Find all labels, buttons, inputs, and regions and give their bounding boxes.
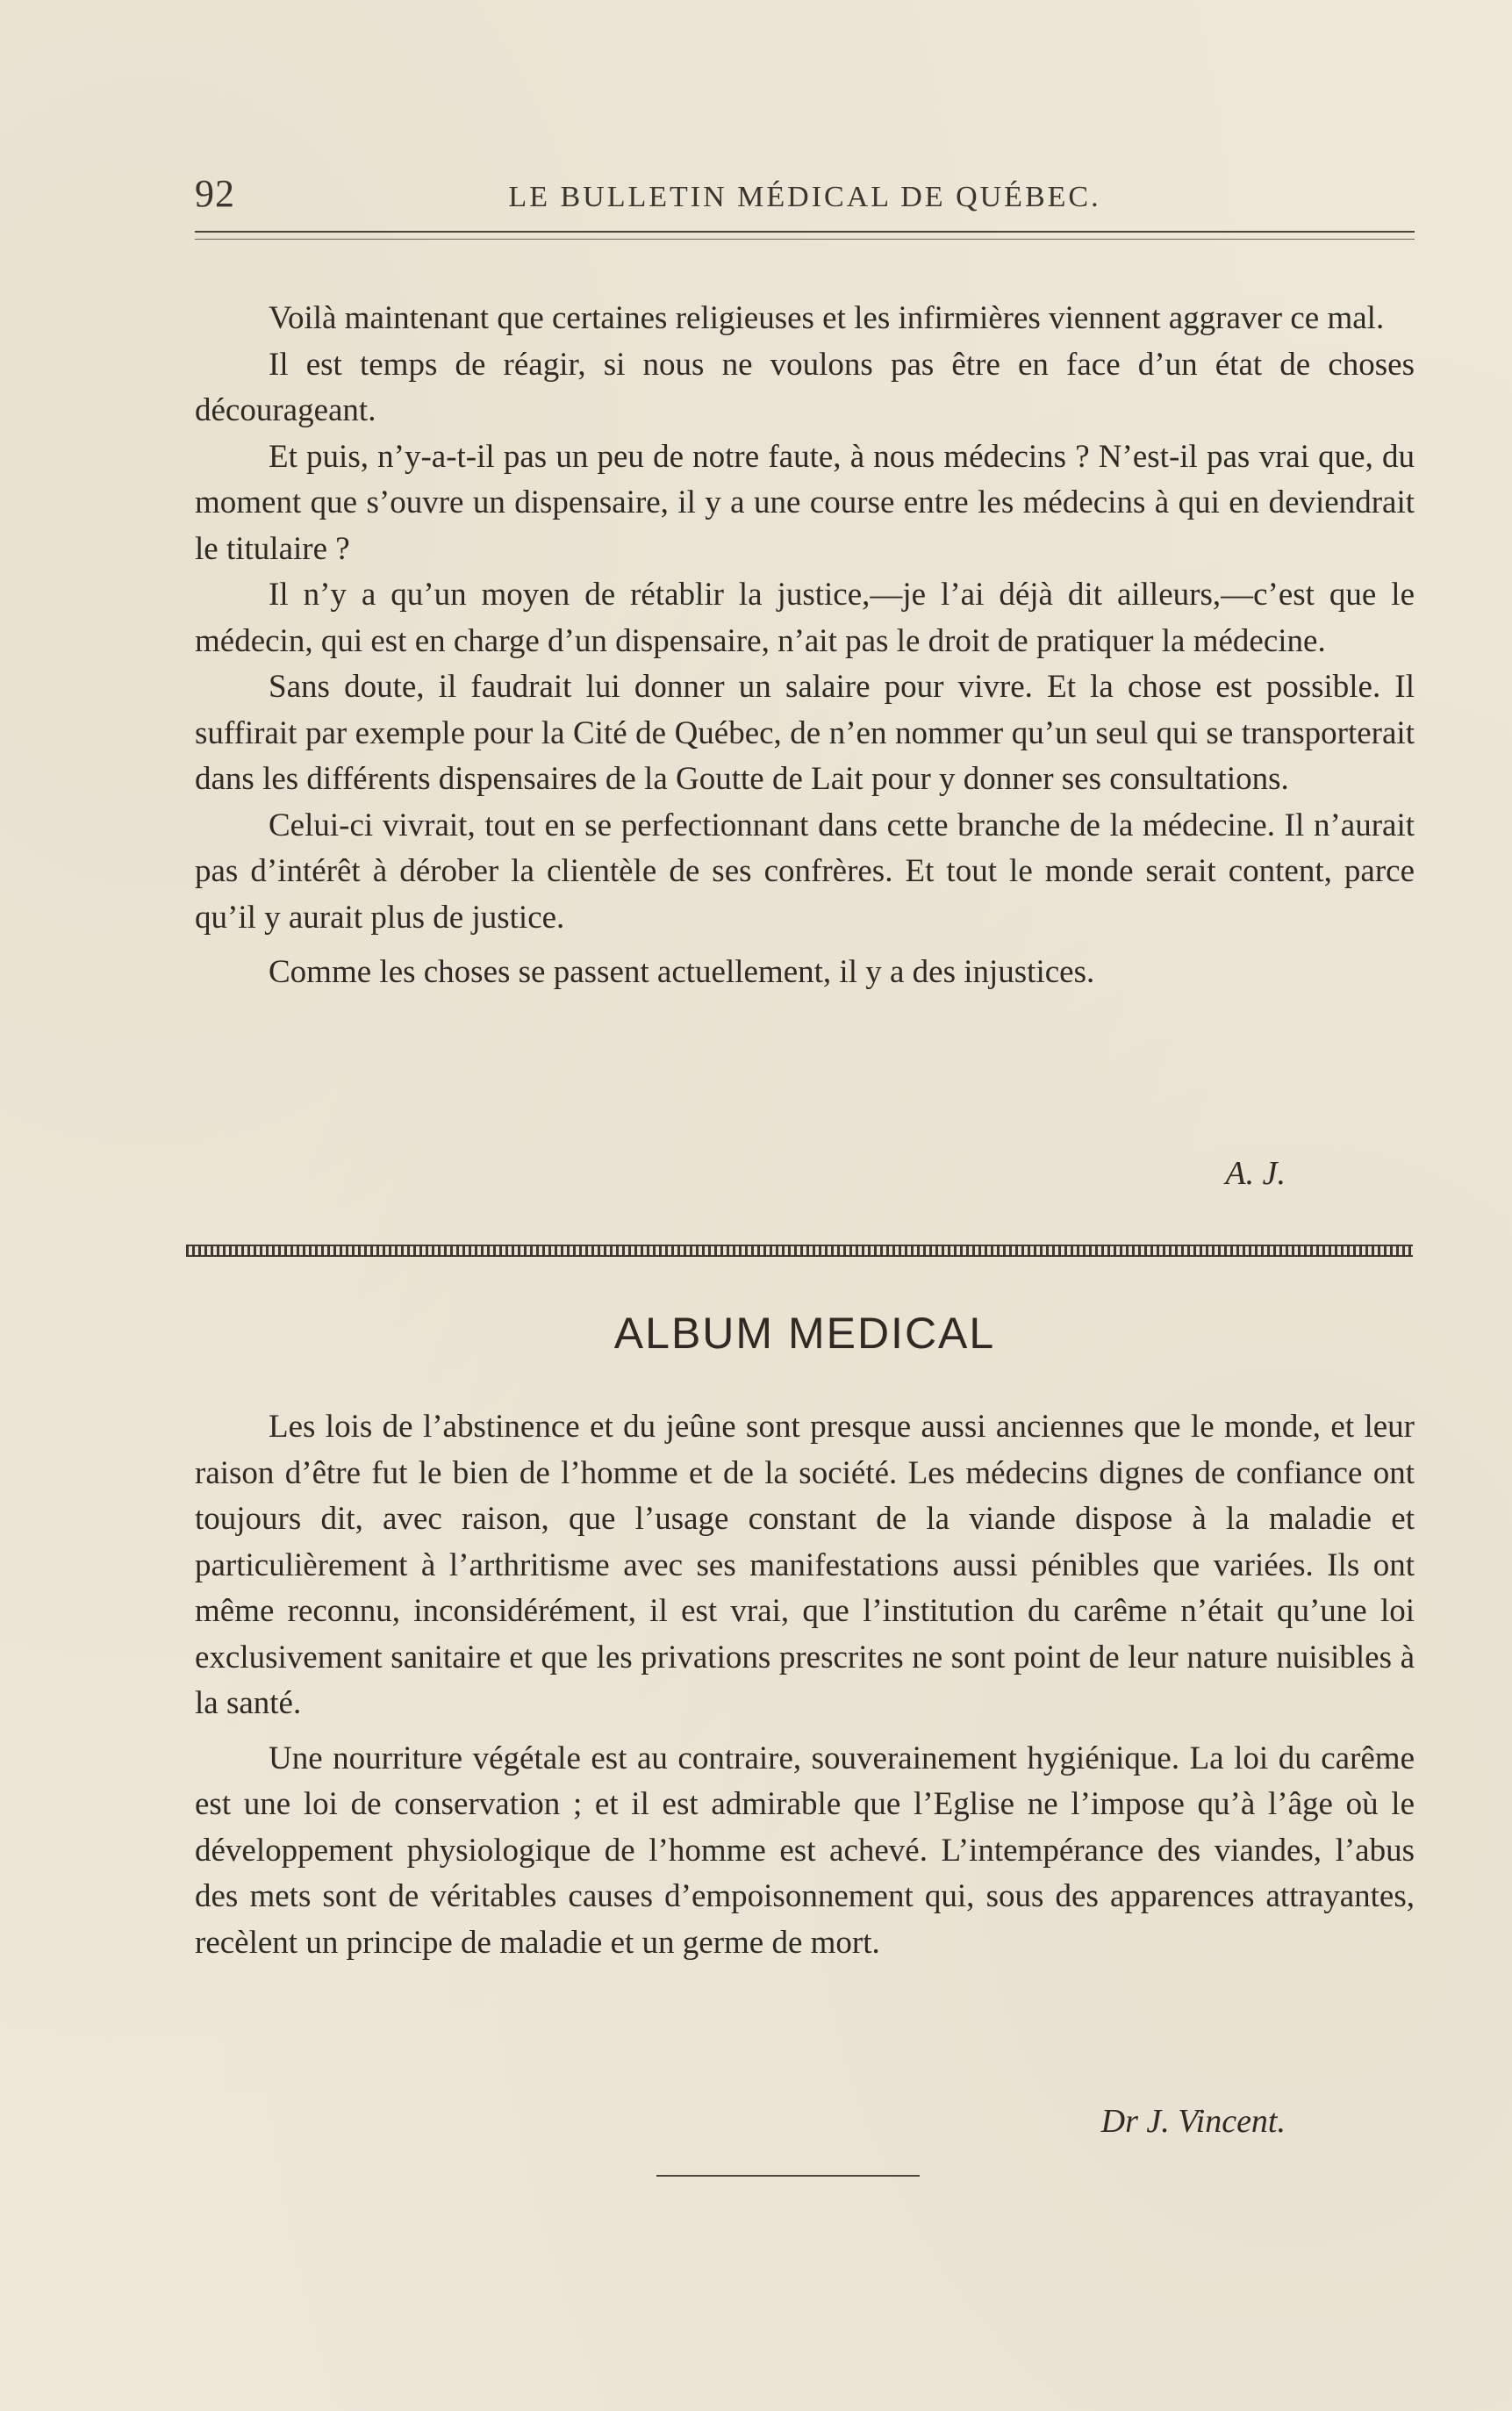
article-one-body: [195, 296, 1415, 996]
article-one-paragraph: Sans doute, il faudrait lui donner un salaire pour vivre. Et la chose est possible. Il suffirait par exemple pour la Cité de Québec, de n’en nommer qu’un seul qui se transporterait dans les différents dispensaires de la Goutte de Lait pour y donner ses consultations.: [195, 669, 1415, 797]
running-title: LE BULLETIN MÉDICAL DE QUÉBEC.: [508, 181, 1101, 213]
article-one-paragraph: Celui-ci vivrait, tout en se perfectionnant dans cette branche de la médecine. Il n’aurait pas d’intérêt à dérober la clientèle de ses confrères. Et tout le monde serait content, parce qu’il y aurait plus de justice.: [195, 807, 1415, 936]
article-two-paragraph: Les lois de l’abstinence et du jeûne sont presque aussi anciennes que le monde, et leur raison d’être fut le bien de l’homme et de la société. Les médecins dignes de confiance ont toujours dit, avec raison, que l’usage constant de la viande dispose à la maladie et particulièrement à l’arthritisme avec ses manifestations aussi pénibles que variées. Ils ont même reconnu, inconsidérément, il est vrai, que l’institution du carême n’était qu’une loi exclusivement sanitaire et que les privations prescrites ne sont point de leur nature nuisibles à la santé.: [195, 1409, 1415, 1721]
article-two-signature: Dr J. Vincent.: [1100, 2103, 1286, 2140]
article-one-paragraph: Et puis, n’y-a-t-il pas un peu de notre faute, à nous médecins ? N’est-il pas vrai que, du moment que s’ouvre un dispensaire, il y a une course entre les médecins à qui en deviendrait le titulaire ?: [195, 438, 1415, 567]
header-rule-thin: [195, 239, 1415, 240]
article-two-body: [195, 1404, 1415, 1966]
page-number: 92: [195, 172, 235, 215]
ornamental-divider: [186, 1245, 1413, 1257]
page-header: [195, 171, 1415, 224]
article-one-paragraph: Comme les choses se passent actuellement, il y a des injustices.: [269, 954, 1095, 990]
article-one-signature: A. J.: [1225, 1155, 1286, 1192]
article-one-paragraph: Il est temps de réagir, si nous ne voulons pas être en face d’un état de choses décourageant.: [195, 346, 1415, 428]
article-one-paragraph: Il n’y a qu’un moyen de rétablir la justice,—je l’ai déjà dit ailleurs,—c’est que le médecin, qui est en charge d’un dispensaire, n’ait pas le droit de pratiquer la médecine.: [195, 577, 1415, 659]
article-one-paragraph: Voilà maintenant que certaines religieuses et les infirmières viennent aggraver ce mal.: [269, 300, 1385, 336]
section-title: ALBUM MEDICAL: [613, 1309, 996, 1358]
end-rule: [656, 2175, 920, 2177]
article-two-paragraph: Une nourriture végétale est au contraire, souverainement hygiénique. La loi du carême est une loi de conservation ; et il est admirable que l’Eglise ne l’impose qu’à l’âge où le développement physiologique de l’homme est achevé. L’intempérance des viandes, l’abus des mets sont de véritables causes d’empoisonnement qui, sous des apparences attrayantes, recèlent un principe de maladie et un germe de mort.: [195, 1740, 1415, 1961]
header-rule: [195, 231, 1415, 233]
